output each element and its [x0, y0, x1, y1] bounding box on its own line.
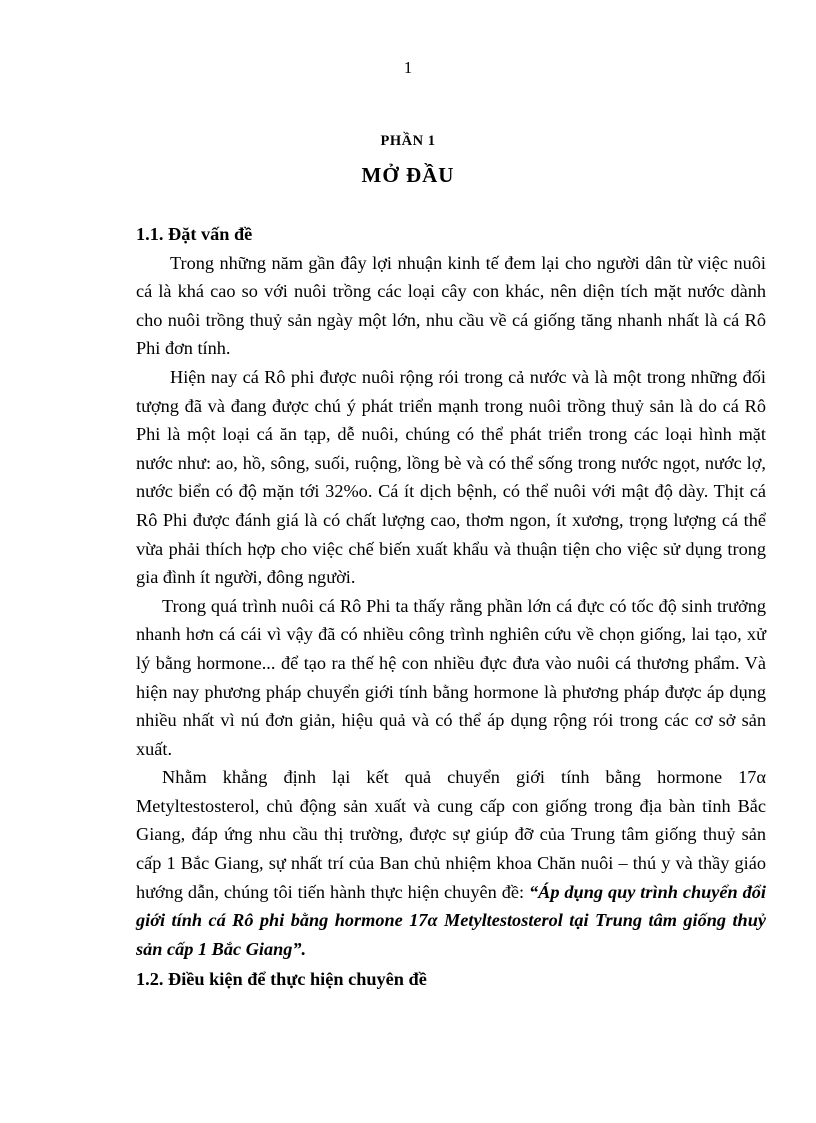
main-title: MỞ ĐẦU	[361, 163, 455, 187]
document-body	[136, 220, 766, 994]
paragraph-3: Trong quá trình nuôi cá Rô Phi ta thấy rằng phần lớn cá đực có tốc độ sinh trưởng nhanh hơn cá cái vì vậy đã có nhiều công trình nghiên cứu về chọn giống, lai tạo, xử lý bằng hormone... để tạo ra thế hệ con nhiều đực đưa vào nuôi cá thương phẩm. Và hiện nay phương pháp chuyển giới tính bằng hormone là phương pháp được áp dụng nhiều nhất vì nú đơn giản, hiệu quả và có thể áp dụng rộng rói trong các cơ sở sản xuất.	[136, 595, 766, 759]
paragraph-2: Hiện nay cá Rô phi được nuôi rộng rói trong cả nước và là một trong những đối tượng đã và đang được chú ý phát triển mạnh trong nuôi trồng thuỷ sản là do cá Rô Phi là một loại cá ăn tạp, dễ nuôi, chúng có thể phát triển trong các loại hình mặt nước như: ao, hồ, sông, suối, ruộng, lồng bè và có thể sống trong nước ngọt, nước lợ, nước biển có độ mặn tới 32%o. Cá ít dịch bệnh, có thể nuôi với mật độ dày. Thịt cá Rô Phi được đánh giá là có chất lượng cao, thơm ngon, ít xương, trọng lượng cá thể vừa phải thích hợp cho việc chế biến xuất khẩu và thuận tiện cho việc sử dụng trong gia đình ít người, đông người.	[136, 366, 766, 588]
paragraph-4	[136, 763, 766, 963]
section-heading-1-1: 1.1. Đặt vấn đề	[136, 224, 253, 244]
section-heading-1-2: 1.2. Điều kiện để thực hiện chuyên đề	[136, 969, 427, 990]
paragraph-1: Trong những năm gần đây lợi nhuận kinh tế đem lại cho người dân từ việc nuôi cá là khá cao so với nuôi trồng các loại cây con khác, nên diện tích mặt nước dành cho nuôi trồng thuỷ sản ngày một lớn, nhu cầu về cá giống tăng nhanh nhất là cá Rô Phi đơn tính.	[136, 252, 766, 359]
topic-title-emphasis: “Áp dụng quy trình chuyển đổi giới tính cá Rô phi bằng hormone 17α Metyltestosterol tại Trung tâm giống thuỷ sản cấp 1 Bắc Giang”.	[136, 881, 766, 959]
part-label: PHẦN 1	[380, 133, 436, 149]
page-number: 1	[403, 58, 413, 77]
paragraph-4-text: Nhằm khẳng định lại kết quả chuyển giới tính bằng hormone 17α Metyltestosterol, chủ động sản xuất và cung cấp con giống trong địa bàn tỉnh Bắc Giang, đáp ứng nhu cầu thị trường, được sự giúp đỡ của Trung tâm giống thuỷ sản cấp 1 Bắc Giang, sự nhất trí của Ban chủ nhiệm khoa Chăn nuôi – thú y và thầy giáo hướng dẫn, chúng tôi tiến hành thực hiện chuyên đề:	[136, 767, 766, 902]
